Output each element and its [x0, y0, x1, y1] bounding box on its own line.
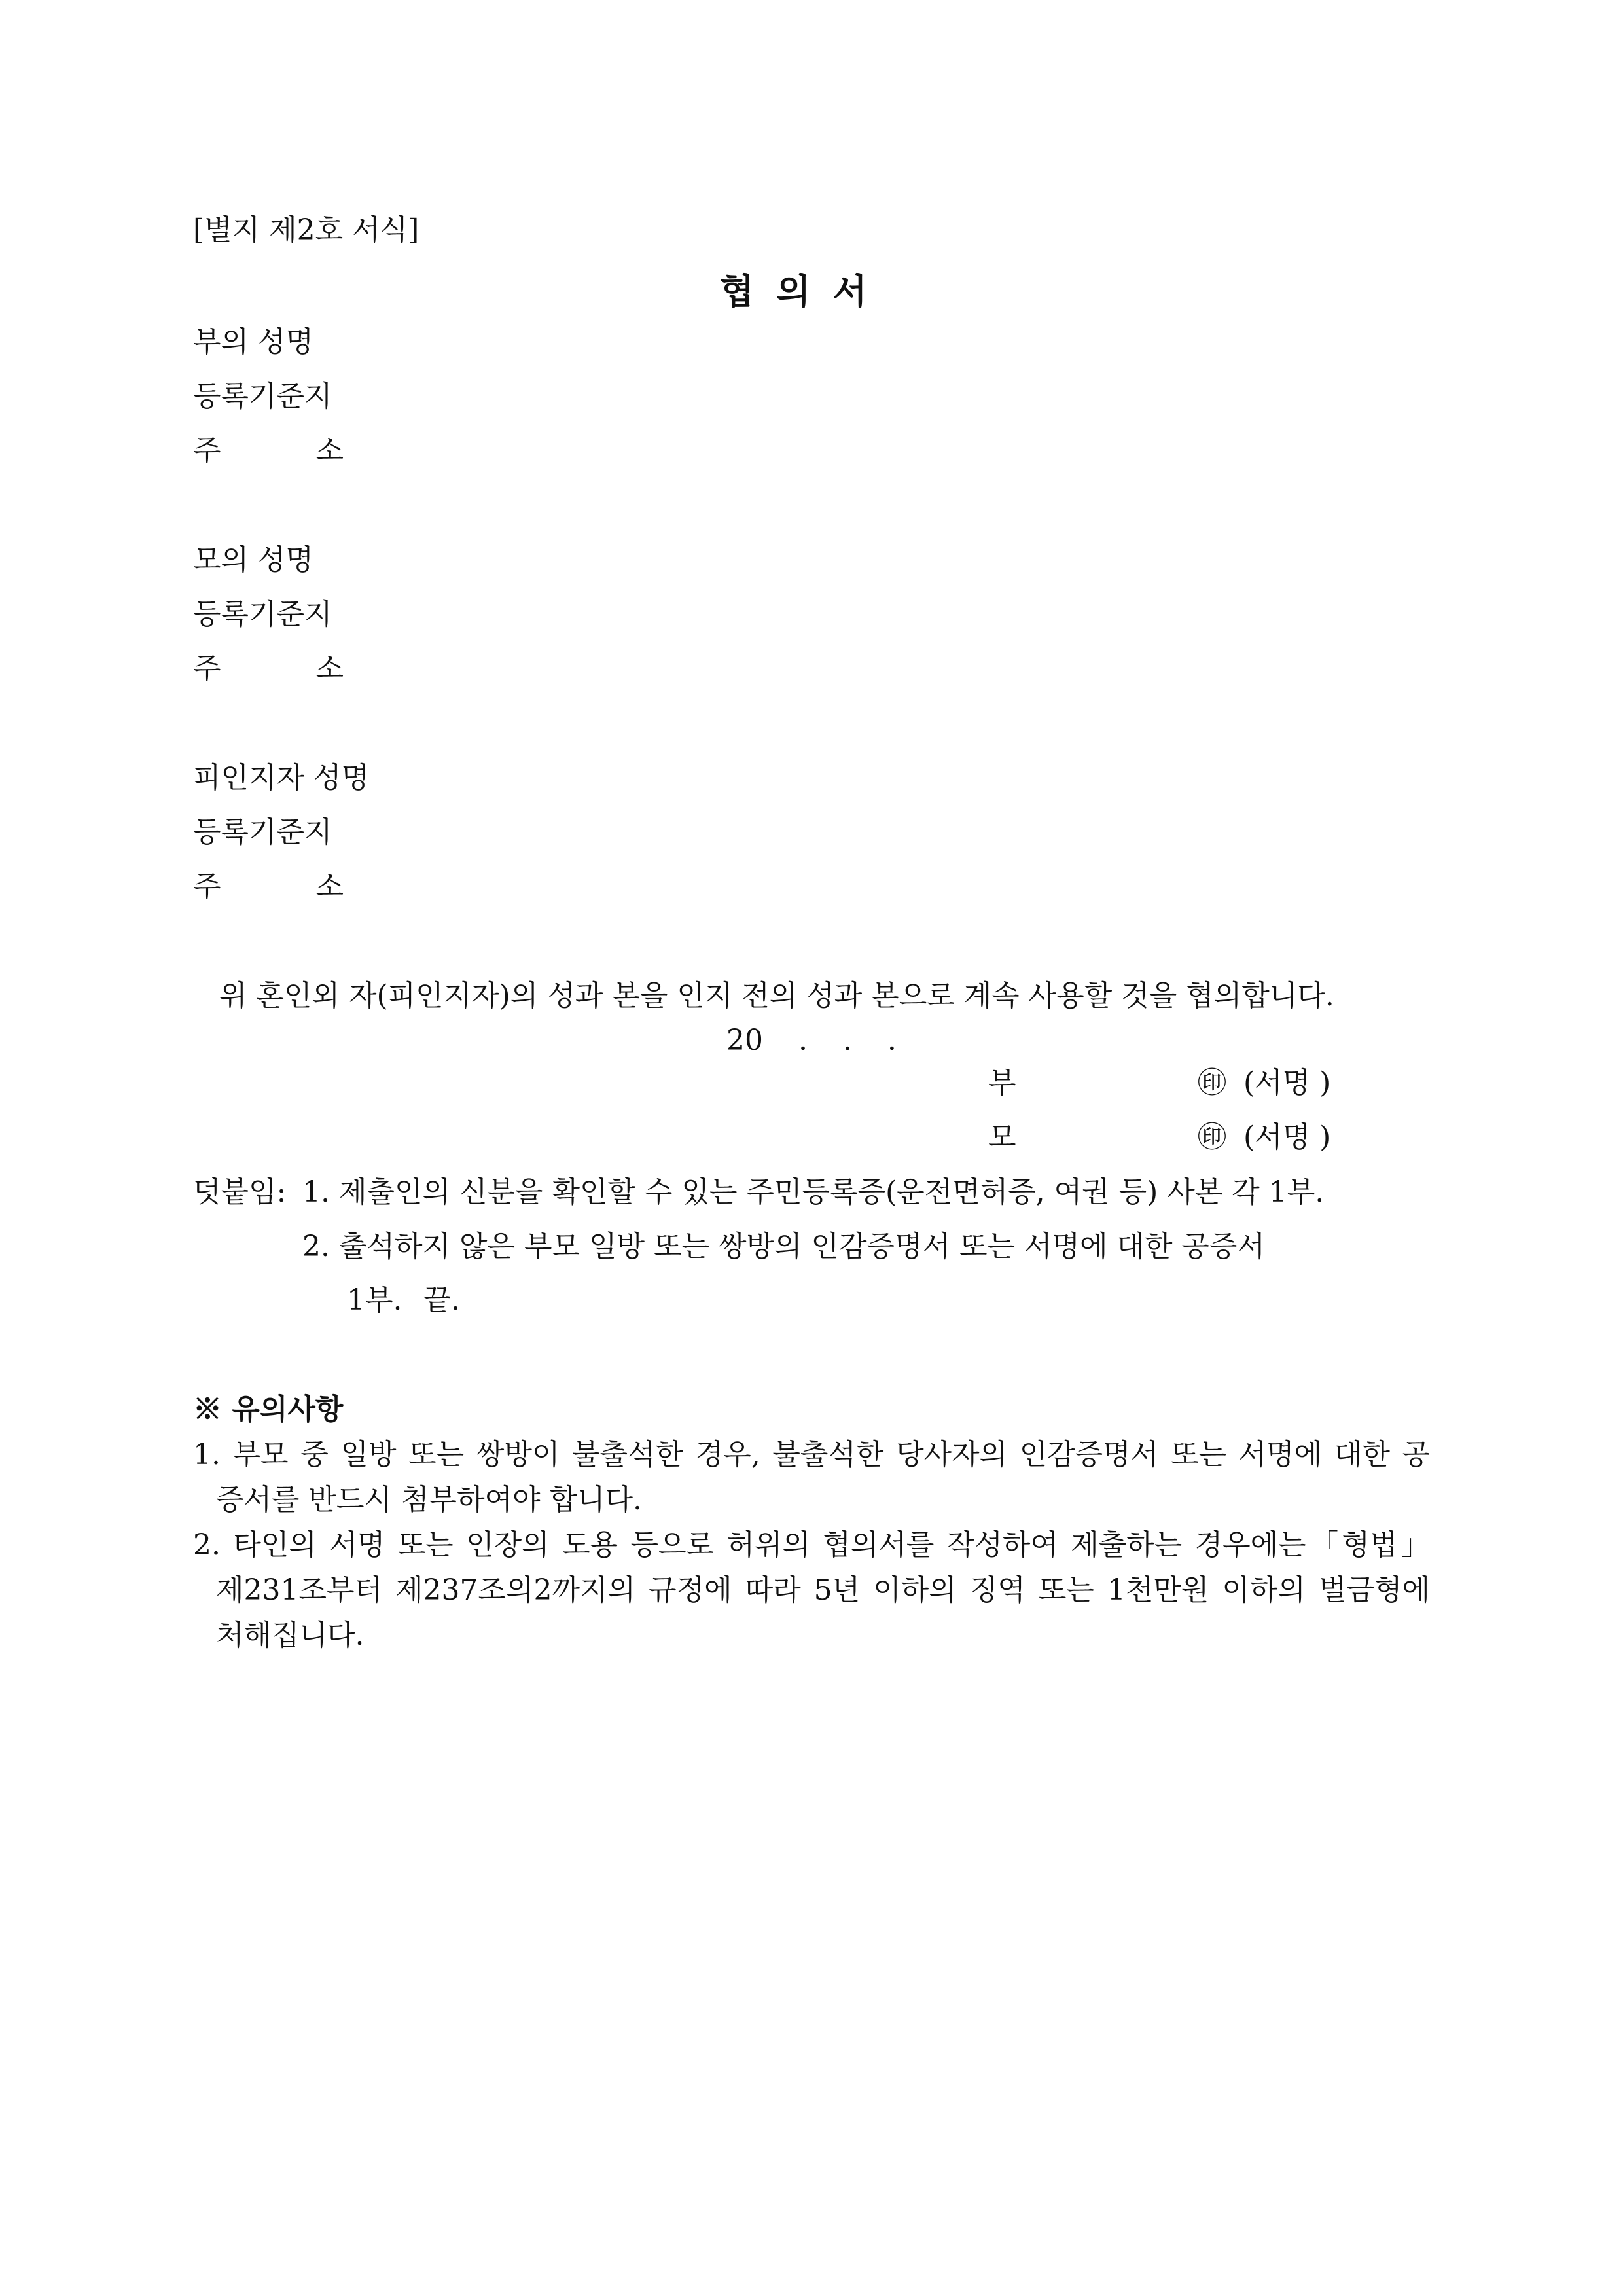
form-header: [별지 제2호 서식]	[193, 213, 419, 247]
mother-registry-label: 등록기준지	[193, 598, 332, 631]
signature-label: (서명 )	[1243, 1121, 1331, 1154]
address-label-part: 주	[193, 434, 221, 467]
address-label-part: 소	[315, 434, 344, 467]
note-2-cont: 제231조부터 제237조의2까지의 규정에 따라 5년 이하의 징역 또는 1천만원 이하의 벌금형에	[216, 1573, 1430, 1607]
address-label-part: 주	[193, 870, 221, 903]
father-address-label	[193, 431, 344, 471]
page-title: 협의서	[720, 270, 889, 312]
address-label-part: 소	[315, 652, 344, 685]
note-2: 2. 타인의 서명 또는 인장의 도용 등으로 허위의 협의서를 작성하여 제출하는 경우에는「형법」	[193, 1528, 1430, 1562]
agreement-text: 위 혼인외 자(피인지자)의 성과 본을 인지 전의 성과 본으로 계속 사용할 것을 협의합니다.	[219, 979, 1334, 1013]
signature-party: 부	[988, 1066, 1016, 1100]
signature-label: (서명 )	[1243, 1066, 1331, 1100]
note-1-cont: 증서를 반드시 첨부하여야 합니다.	[216, 1483, 642, 1516]
address-label-part: 소	[315, 870, 344, 903]
mother-address-label	[193, 649, 344, 689]
note-1: 1. 부모 중 일방 또는 쌍방이 불출석한 경우, 불출석한 당사자의 인감증명서 또는 서명에 대한 공	[193, 1438, 1430, 1471]
notes-heading: ※ 유의사항	[193, 1393, 344, 1426]
attachment-item-1: 1. 제출인의 신분을 확인할 수 있는 주민등록증(운전면허증, 여권 등) 사본 각 1부.	[302, 1175, 1325, 1209]
mother-name-label: 모의 성명	[193, 543, 314, 577]
address-label-part: 주	[193, 652, 221, 685]
note-2-cont-end: 처해집니다.	[216, 1619, 365, 1652]
father-name-label: 부의 성명	[193, 325, 314, 359]
acknowledged-address-label	[193, 867, 344, 906]
seal-icon: ㊞	[1198, 1121, 1226, 1154]
acknowledged-name-label: 피인지자 성명	[193, 761, 370, 795]
acknowledged-registry-label: 등록기준지	[193, 816, 332, 849]
attachment-item-2: 2. 출석하지 않은 부모 일방 또는 쌍방의 인감증명서 또는 서명에 대한 공증서	[302, 1230, 1265, 1263]
seal-icon: ㊞	[1198, 1066, 1226, 1100]
father-registry-label: 등록기준지	[193, 380, 332, 413]
attachment-item-2-cont: 1부. 끝.	[347, 1283, 460, 1317]
date-line: 20 . . .	[726, 1024, 897, 1057]
attachments-label: 덧붙임:	[193, 1175, 287, 1209]
signature-party: 모	[988, 1121, 1016, 1154]
